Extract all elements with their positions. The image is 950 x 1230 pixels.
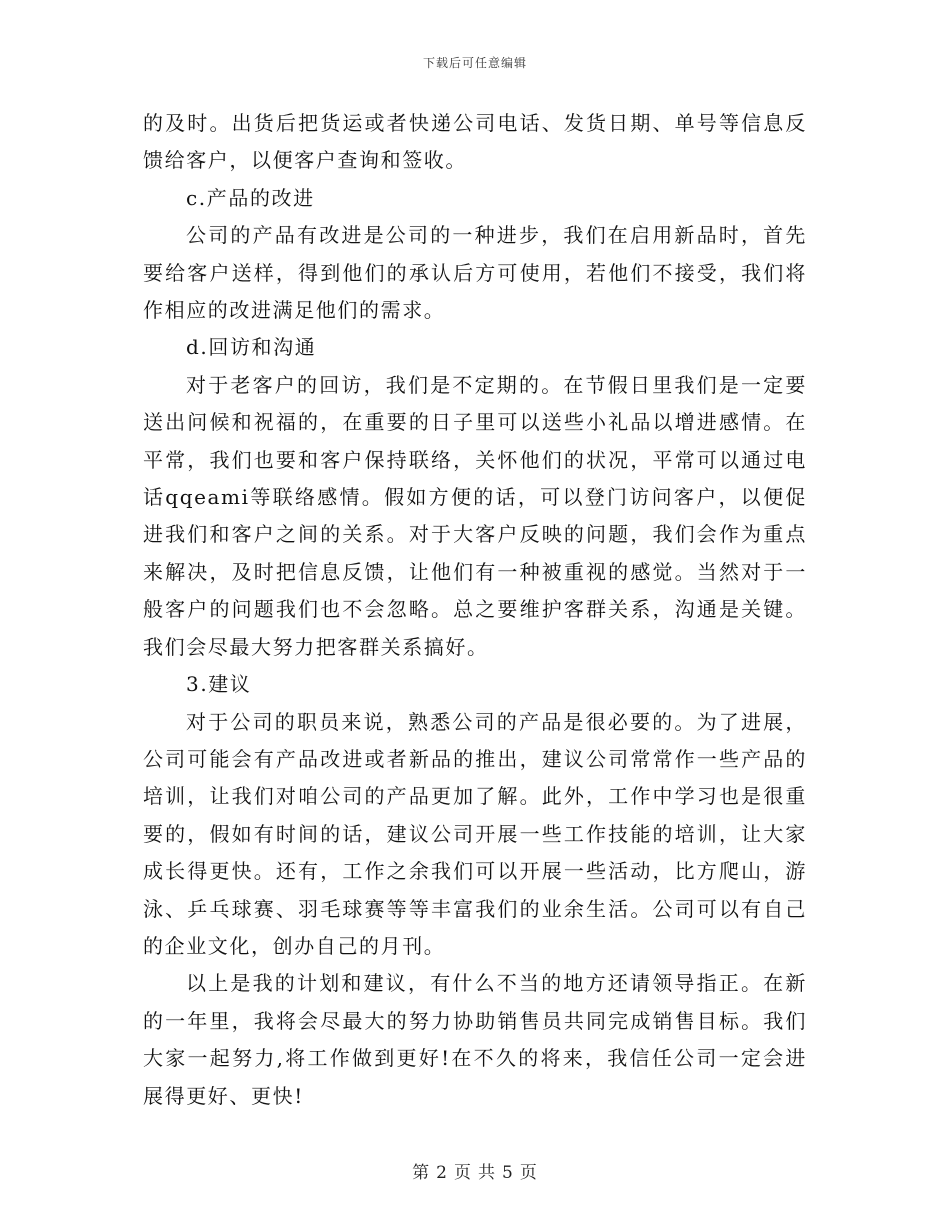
paragraph-1: 的及时。出货后把货运或者快递公司电话、发货日期、单号等信息反馈给客户，以便客户查询和签收。 — [143, 111, 807, 173]
page-footer — [0, 1158, 950, 1183]
footer-label-page: 第 — [412, 1163, 431, 1183]
footer-label-total: 共 — [478, 1163, 496, 1183]
paragraph-5: 以上是我的计划和建议，有什么不当的地方还请领导指正。在新的一年里，我将会尽最大的努力协助销售员共同完成销售目标。我们大家一起努力,将工作做到更好!在不久的将来，我信任公司一定会进展得更好、更快! — [143, 971, 807, 1108]
page-header: 下载后可任意编辑 — [422, 56, 527, 70]
footer-label-unit-2: 页 — [519, 1163, 538, 1183]
footer-total-pages: 5 — [502, 1163, 514, 1183]
paragraph-2: 公司的产品有改进是公司的一种进步，我们在启用新品时，首先要给客户送样，得到他们的承认后方可使用，若他们不接受，我们将作相应的改进满足他们的需求。 — [143, 223, 807, 323]
section-heading-d: d.回访和沟通 — [186, 335, 317, 360]
paragraph-4: 对于公司的职员来说，熟悉公司的产品是很必要的。为了进展，公司可能会有产品改进或者新品的推出，建议公司常常作一些产品的培训，让我们对咱公司的产品更加了解。此外，工作中学习也是很重要的，假如有时间的话，建议公司开展一些工作技能的培训，让大家成长得更快。还有，工作之余我们可以开展一些活动，比方爬山，游泳、乒乓球赛、羽毛球赛等等丰富我们的业余生活。公司可以有自己的企业文化，创办自己的月刊。 — [143, 709, 807, 958]
footer-current-page: 2 — [436, 1163, 448, 1183]
footer-label-unit: 页 — [454, 1163, 472, 1183]
section-heading-3: 3.建议 — [186, 672, 252, 697]
paragraph-3: 对于老客户的回访，我们是不定期的。在节假日里我们是一定要送出问候和祝福的，在重要的日子里可以送些小礼品以增进感情。在平常，我们也要和客户保持联络，关怀他们的状况，平常可以通过电话qqeami等联络感情。假如方便的话，可以登门访问客户，以便促进我们和客户之间的关系。对于大客户反映的问题，我们会作为重点来解决，及时把信息反馈，让他们有一种被重视的感觉。当然对于一般客户的问题我们也不会忽略。总之要维护客群关系，沟通是关键。我们会尽最大努力把客群关系搞好。 — [143, 372, 807, 659]
section-heading-c: c.产品的改进 — [186, 185, 315, 210]
document-body — [143, 105, 807, 1115]
